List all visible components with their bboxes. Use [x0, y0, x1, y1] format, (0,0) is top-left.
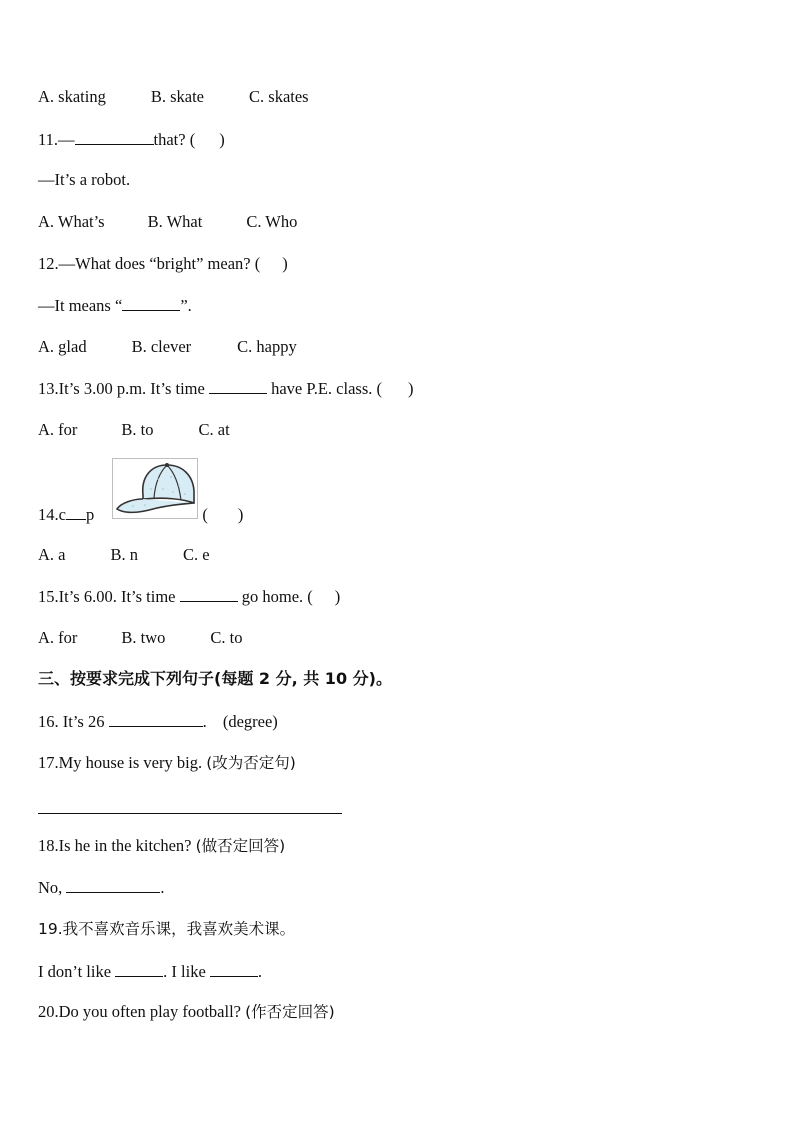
q16-question: 16. It’s 26 . (degree)	[38, 712, 278, 731]
q12-answer-paren[interactable]: ( )	[254, 254, 288, 273]
q11-option-b[interactable]: B. What	[147, 212, 203, 231]
q10-option-a[interactable]: A. skating	[38, 87, 106, 106]
q14-blank[interactable]	[66, 504, 86, 520]
q11-text: that?	[153, 130, 186, 149]
q13-option-b[interactable]: B. to	[121, 420, 154, 439]
q14-option-c[interactable]: C. e	[183, 545, 210, 564]
q19-blank-1[interactable]	[115, 961, 163, 977]
q18-question: 18.Is he in the kitchen? (做否定回答)	[38, 836, 286, 855]
cap-picture	[112, 458, 198, 519]
q18-answer: No, .	[38, 878, 165, 897]
q13-options	[38, 420, 230, 440]
q15-option-a[interactable]: A. for	[38, 628, 78, 647]
q15-blank[interactable]	[180, 586, 238, 602]
q13-option-c[interactable]: C. at	[198, 420, 230, 439]
q14-option-a[interactable]: A. a	[38, 545, 66, 564]
q15-question: 15.It’s 6.00. It’s time go home. ( )	[38, 587, 341, 606]
q11-dash: —	[58, 130, 75, 149]
q17-answer-line[interactable]	[38, 813, 342, 814]
q13-answer-paren[interactable]: ( )	[376, 379, 414, 398]
q17-question: 17.My house is very big. (改为否定句)	[38, 753, 296, 772]
q11-options	[38, 212, 297, 232]
q15-option-c[interactable]: C. to	[210, 628, 243, 647]
q19-answer: I don’t like . I like .	[38, 962, 263, 981]
q12-question	[38, 254, 288, 274]
q13-blank[interactable]	[209, 378, 267, 394]
q12-text: 12.—What does “bright” mean?	[38, 254, 251, 273]
q13-option-a[interactable]: A. for	[38, 420, 78, 439]
cap-icon	[113, 459, 197, 518]
q17-hint: (改为否定句)	[206, 754, 296, 772]
q15-option-b[interactable]: B. two	[121, 628, 166, 647]
q12-option-c[interactable]: C. happy	[237, 337, 297, 356]
q19-question: 19.我不喜欢音乐课，我喜欢美术课。	[38, 920, 296, 938]
q11-option-c[interactable]: C. Who	[246, 212, 298, 231]
q15-answer-paren[interactable]: ( )	[307, 587, 341, 606]
q16-hint: (degree)	[222, 712, 278, 731]
q14-answer-paren[interactable]: ( )	[202, 505, 244, 524]
q12-option-a[interactable]: A. glad	[38, 337, 87, 356]
q11-question	[38, 129, 225, 150]
q10-options	[38, 87, 309, 107]
q10-option-b[interactable]: B. skate	[150, 87, 205, 106]
q11-blank[interactable]	[75, 129, 154, 145]
q11-option-a[interactable]: A. What’s	[38, 212, 105, 231]
q18-blank[interactable]	[66, 877, 160, 893]
section-3-heading: 三、按要求完成下列句子(每题 2 分, 共 10 分)。	[38, 669, 392, 688]
q16-blank[interactable]	[109, 711, 203, 727]
q20-question: 20.Do you often play football? (作否定回答)	[38, 1002, 335, 1021]
q11-reply: —It’s a robot.	[38, 170, 131, 189]
q14-options	[38, 545, 210, 565]
q14-question: 14.c p ( )	[38, 505, 244, 524]
q20-hint: (作否定回答)	[245, 1003, 335, 1021]
q11-answer-paren[interactable]: ( )	[189, 130, 225, 149]
q12-options	[38, 337, 297, 357]
q14-option-b[interactable]: B. n	[110, 545, 139, 564]
q10-option-c[interactable]: C. skates	[249, 87, 309, 106]
q13-question: 13.It’s 3.00 p.m. It’s time have P.E. class. ( )	[38, 379, 414, 398]
q12-blank[interactable]	[122, 295, 180, 311]
q18-hint: (做否定回答)	[195, 837, 286, 855]
q11-number: 11.	[38, 130, 59, 149]
q19-blank-2[interactable]	[210, 961, 258, 977]
q15-options	[38, 628, 243, 648]
q12-reply: —It means “ ”.	[38, 296, 192, 315]
q12-option-b[interactable]: B. clever	[131, 337, 192, 356]
